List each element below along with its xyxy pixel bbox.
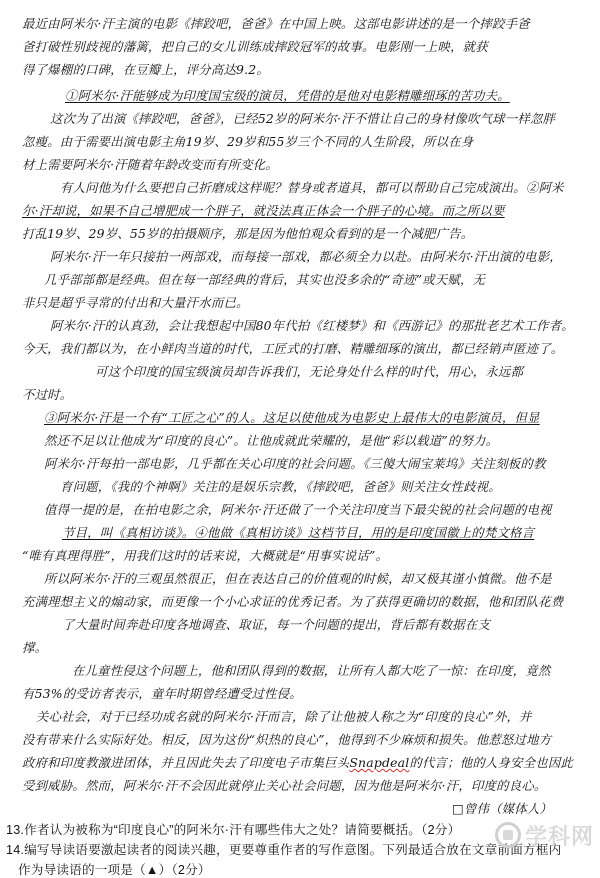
question-14: 14.编写导读语要激起读者的阅读兴趣，更要尊重作者的写作意图。下列最适合放在文章前面方框内 [6, 843, 562, 857]
paragraph-line: 阿米尔·汗每拍一部电影，几乎都在关心印度的社会问题。《三傻大闹宝莱坞》关注刻板的教 [44, 456, 546, 471]
paragraph-line: 所以阿米尔·汗的三观虽然很正，但在表达自己的价值观的时候，却又极其谨小慎微。他不是 [44, 571, 552, 586]
paragraph-line: “唯有真理得胜”，用我们这时的话来说，大概就是“用事实说话”。 [22, 548, 389, 563]
underlined-sentence-3: ③阿米尔·汗是一个有“工匠之心”的人。这足以使他成为电影史上最伟大的电影演员，但显 [44, 410, 540, 425]
underlined-sentence-1: ①阿米尔·汗能够成为印度国宝级的演员，凭借的是他对电影精雕细琢的苦功夫。 [65, 88, 510, 103]
paragraph-line: 值得一提的是，在拍电影之余，阿米尔·汗还做了一个关注印度当下最尖锐的社会问题的电视 [44, 502, 552, 517]
paragraph-line: 撑。 [22, 640, 48, 655]
paragraph-line: 了大量时间奔赴印度各地调查、取证，每一个问题的提出，背后都有数据在支 [62, 617, 491, 632]
paragraph-line: 关心社会，对于已经功成名就的阿米尔·汗而言，除了让他被人称之为“印度的良心”外，并 [36, 709, 532, 724]
author-byline: □曾伟（媒体人） [452, 801, 553, 816]
underlined-sentence-2: 尔·汗却说，如果不自己增肥成一个胖子，就没法真正体会一个胖子的心境。而之所以要 [22, 203, 505, 218]
underlined-sentence-4: 节目，叫《真相访谈》。④他做《真相访谈》这档节目，用的是印度国徽上的梵文格言 [62, 525, 535, 540]
paragraph-line: 不过时。 [22, 387, 73, 402]
paragraph-line: 忽瘦。由于需要出演电影主角19岁、29岁和55岁三个不同的人生阶段，所以在身 [22, 134, 474, 149]
paragraph-line: 最近由阿米尔·汗主演的电影《摔跤吧，爸爸》在中国上映。这部电影讲述的是一个摔跤手爸 [22, 16, 530, 31]
paragraph-line: 充满理想主义的煽动家，而更像一个小心求证的优秀记者。为了获得更确切的数据，他和团队花费 [22, 594, 564, 609]
paragraph-line: 受到威胁。然而，阿米尔·汗不会因此就停止关心社会问题，因为他是阿米尔·汗，印度的良心。 [22, 778, 547, 793]
paragraph-line: 今天，我们都以为，在小鲜肉当道的时代，工匠式的打磨、精雕细琢的演出，都已经销声匿迹了。 [22, 341, 564, 356]
paragraph-line: 打乱19岁、29岁、55岁的拍摄顺序，那是因为他怕观众看到的是一个减肥广告。 [22, 226, 474, 241]
paragraph-line: 可这个印度的国宝级演员却告诉我们，无论身处什么样的时代，用心，永远都 [95, 364, 524, 379]
paragraph-line: 阿米尔·汗一年只接拍一两部戏，而每接一部戏，都必须全力以赴。由阿米尔·汗出演的电影， [50, 249, 562, 264]
question-13: 13.作者认为被称为“印度良心”的阿米尔·汗有哪些伟大之处？请简要概括。（2分） [6, 823, 461, 837]
paragraph-line: 有53%的受访者表示，童年时期曾经遭受过性侵。 [22, 686, 302, 701]
spellcheck-flagged-word: Snapdeal [349, 755, 410, 770]
paragraph-line: 政府和印度教激进团体，并且因此失去了印度电子市集巨头Snapdeal的代言；他的人身安全也因此 [22, 755, 574, 770]
paragraph-line: 阿米尔·汗的认真劲，会让我想起中国80年代拍《红楼梦》和《西游记》的那批老艺术工作者。 [50, 318, 574, 333]
paragraph-line: 有人问他为什么要把自己折磨成这样呢？替身或者道具，都可以帮助自己完成演出。②阿米 [60, 180, 564, 195]
paragraph-line: 育问题，《我的个神啊》关注的是娱乐宗教，《摔跤吧，爸爸》则关注女性歧视。 [60, 479, 501, 494]
paragraph-line: 这次为了出演《摔跤吧，爸爸》，已经52岁的阿米尔·汗不惜让自己的身材像吹气球一样忽胖 [50, 111, 556, 126]
watermark-logo-icon [495, 822, 521, 848]
question-14-continued: 作为导读语的一项是（▲）（2分） [18, 863, 211, 877]
paragraph-line: 爸打破性别歧视的藩篱，把自己的女儿训练成摔跤冠军的故事。电影刚一上映，就获 [22, 39, 488, 54]
watermark [476, 815, 594, 855]
paragraph-line: 几乎部部都是经典。但在每一部经典的背后，其实也没多余的“奇迹”或天赋，无 [44, 272, 486, 287]
watermark-text: 学科网 [524, 823, 594, 849]
paragraph-line: 在儿童性侵这个问题上，他和团队得到的数据，让所有人都大吃了一惊：在印度，竟然 [72, 663, 551, 678]
paragraph-line: 没有带来什么实际好处。相反，因为这份“炽热的良心”，他得到不少麻烦和损失。他惹怒过地方 [22, 732, 552, 747]
paragraph-line: 得了爆棚的口碑，在豆瓣上，评分高达9.2。 [22, 62, 269, 77]
paragraph-line: 非只是超乎寻常的付出和大量汗水而已。 [22, 295, 249, 310]
paragraph-line: 材上需要阿米尔·汗随着年龄改变而有所变化。 [22, 157, 278, 172]
paragraph-line: 然还不足以让他成为“印度的良心”。让他成就此荣耀的，是他“彩以载道”的努力。 [44, 433, 499, 448]
